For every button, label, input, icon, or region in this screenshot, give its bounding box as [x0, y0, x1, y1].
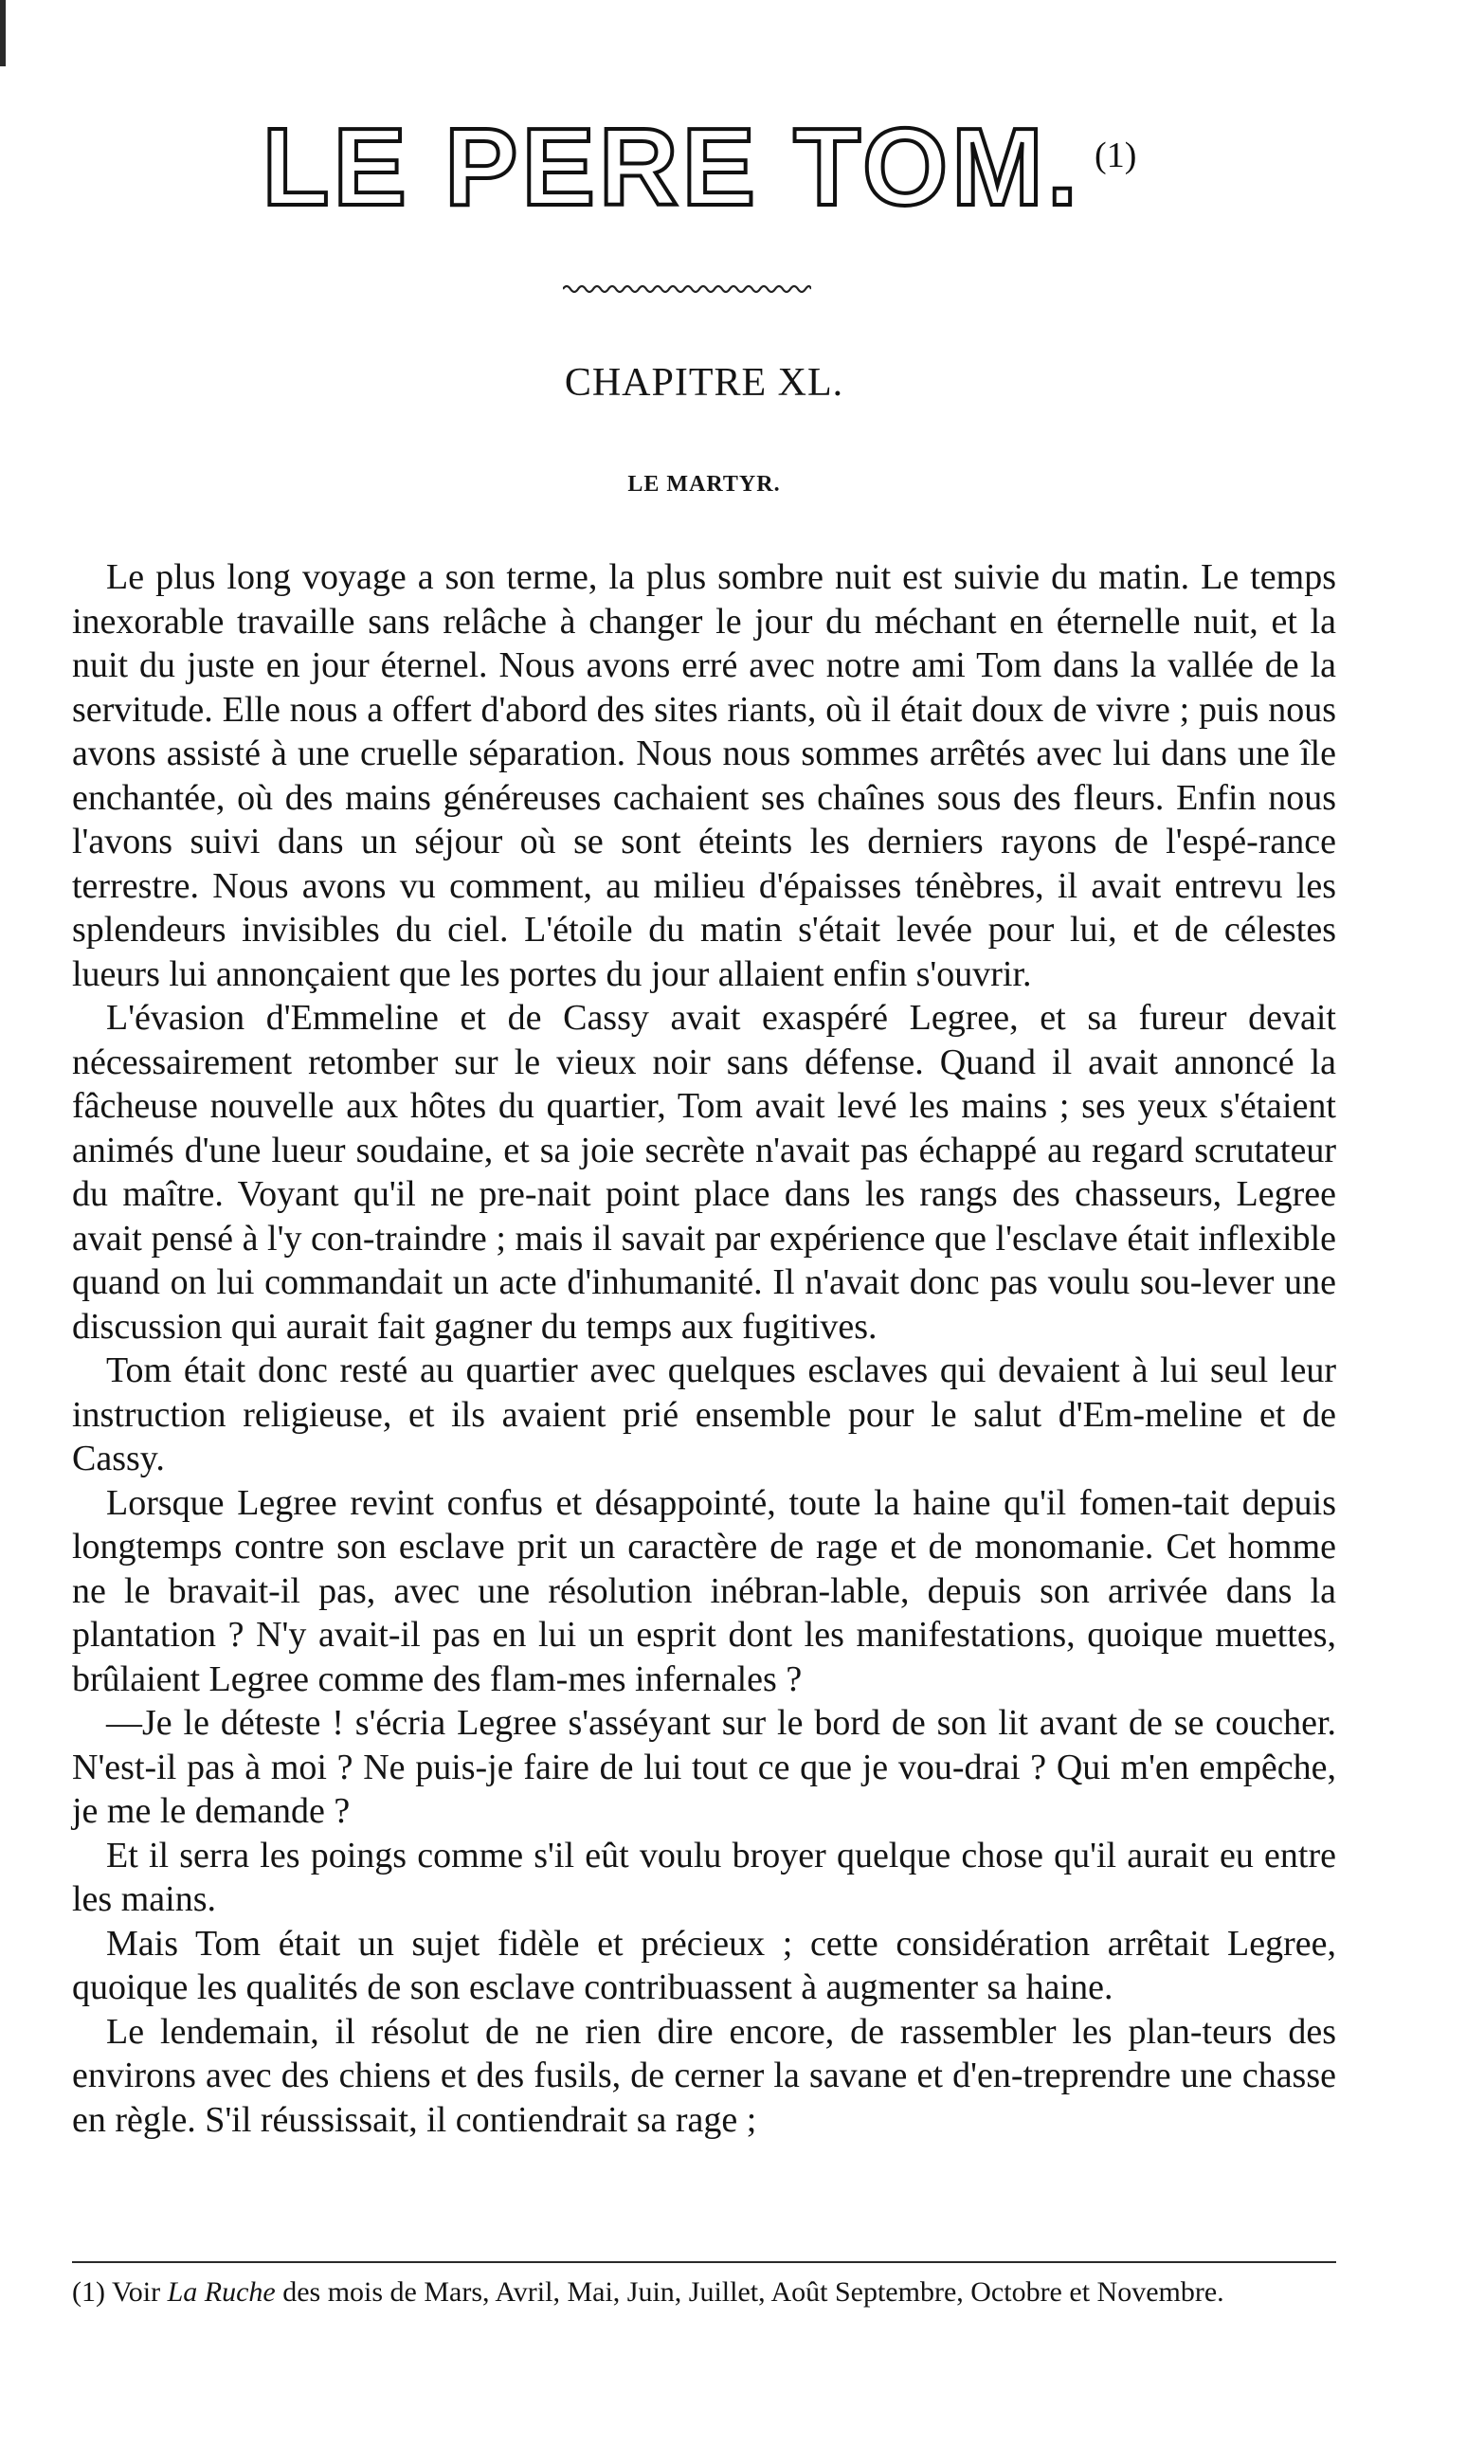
footnote-journal: La Ruche	[167, 2276, 276, 2308]
page-title: LE PERE TOM.	[262, 105, 1082, 228]
paragraph: Et il serra les poings comme s'il eût voulu broyer quelque chose qu'il aurait eu entre les mains.	[72, 1835, 1336, 1919]
chapter-subtitle: LE MARTYR.	[627, 472, 781, 497]
wavy-divider	[563, 282, 811, 296]
paragraph: —Je le déteste ! s'écria Legree s'asséyant sur le bord de son lit avant de se coucher. N'est-il pas à moi ? Ne puis-je faire de lui tout ce que je vou-drai ? Qui m'en empêche, je me le demande ?	[72, 1703, 1336, 1831]
paragraph: Lorsque Legree revint confus et désappointé, toute la haine qu'il fomen-tait depuis longtemps contre son esclave prit un caractère de rage et de monomanie. Cet homme ne le bravait-il pas, avec une résolution inébran-lable, depuis son arrivée dans la plantation ? N'y avait-il pas en lui un esprit dont les manifestations, quoique muettes, brûlaient Legree comme des flam-mes infernales ?	[72, 1482, 1336, 1699]
body-text	[72, 555, 1336, 2142]
footnote-text: des mois de Mars, Avril, Mai, Juin, Juillet, Août Septembre, Octobre et Novembre.	[282, 2276, 1224, 2308]
page	[64, 0, 1344, 2464]
title-footnote-marker: (1)	[1095, 136, 1137, 175]
footnote-marker: (1) Voir	[72, 2276, 161, 2308]
title-block	[64, 105, 1344, 228]
footnote	[72, 2276, 1336, 2309]
left-margin-rule	[0, 0, 6, 66]
paragraph: Le plus long voyage a son terme, la plus sombre nuit est suivie du matin. Le temps inexorable travaille sans relâche à changer le jour du méchant en éternelle nuit, et la nuit du juste en jour éternel. Nous avons erré avec notre ami Tom dans la vallée de la servitude. Elle nous a offert d'abord des sites riants, où il était doux de vivre ; puis nous avons assisté à une cruelle séparation. Nous nous sommes arrêtés avec lui dans une île enchantée, où des mains généreuses cachaient ses chaînes sous des fleurs. Enfin nous l'avons suivi dans un séjour où se sont éteints les derniers rayons de l'espé-rance terrestre. Nous avons vu comment, au milieu d'épaisses ténèbres, il avait entrevu les splendeurs invisibles du ciel. L'étoile du matin s'était levée pour lui, et de célestes lueurs lui annonçaient que les portes du jour allaient enfin s'ouvrir.	[72, 557, 1336, 994]
paragraph: Mais Tom était un sujet fidèle et précieux ; cette considération arrêtait Legree, quoique les qualités de son esclave contribuassent à augmenter sa haine.	[72, 1923, 1336, 2007]
chapter-heading: CHAPITRE XL.	[564, 361, 844, 405]
footnote-divider	[72, 2261, 1336, 2263]
paragraph: Le lendemain, il résolut de ne rien dire encore, de rassembler les plan-teurs des environs avec des chiens et des fusils, de cerner la savane et d'en-treprendre une chasse en règle. S'il réussissait, il contiendrait sa rage ;	[72, 2011, 1336, 2140]
paragraph: L'évasion d'Emmeline et de Cassy avait exaspéré Legree, et sa fureur devait nécessairement retomber sur le vieux noir sans défense. Quand il avait annoncé la fâcheuse nouvelle aux hôtes du quartier, Tom avait levé les mains ; ses yeux s'étaient animés d'une lueur soudaine, et sa joie secrète n'avait pas échappé au regard scrutateur du maître. Voyant qu'il ne pre-nait point place dans les rangs des chasseurs, Legree avait pensé à l'y con-traindre ; mais il savait par expérience que l'esclave était inflexible quand on lui commandait un acte d'inhumanité. Il n'avait donc pas voulu sou-lever une discussion qui aurait fait gagner du temps aux fugitives.	[72, 998, 1336, 1347]
paragraph: Tom était donc resté au quartier avec quelques esclaves qui devaient à lui seul leur instruction religieuse, et ils avaient prié ensemble pour le salut d'Em-meline et de Cassy.	[72, 1350, 1336, 1478]
